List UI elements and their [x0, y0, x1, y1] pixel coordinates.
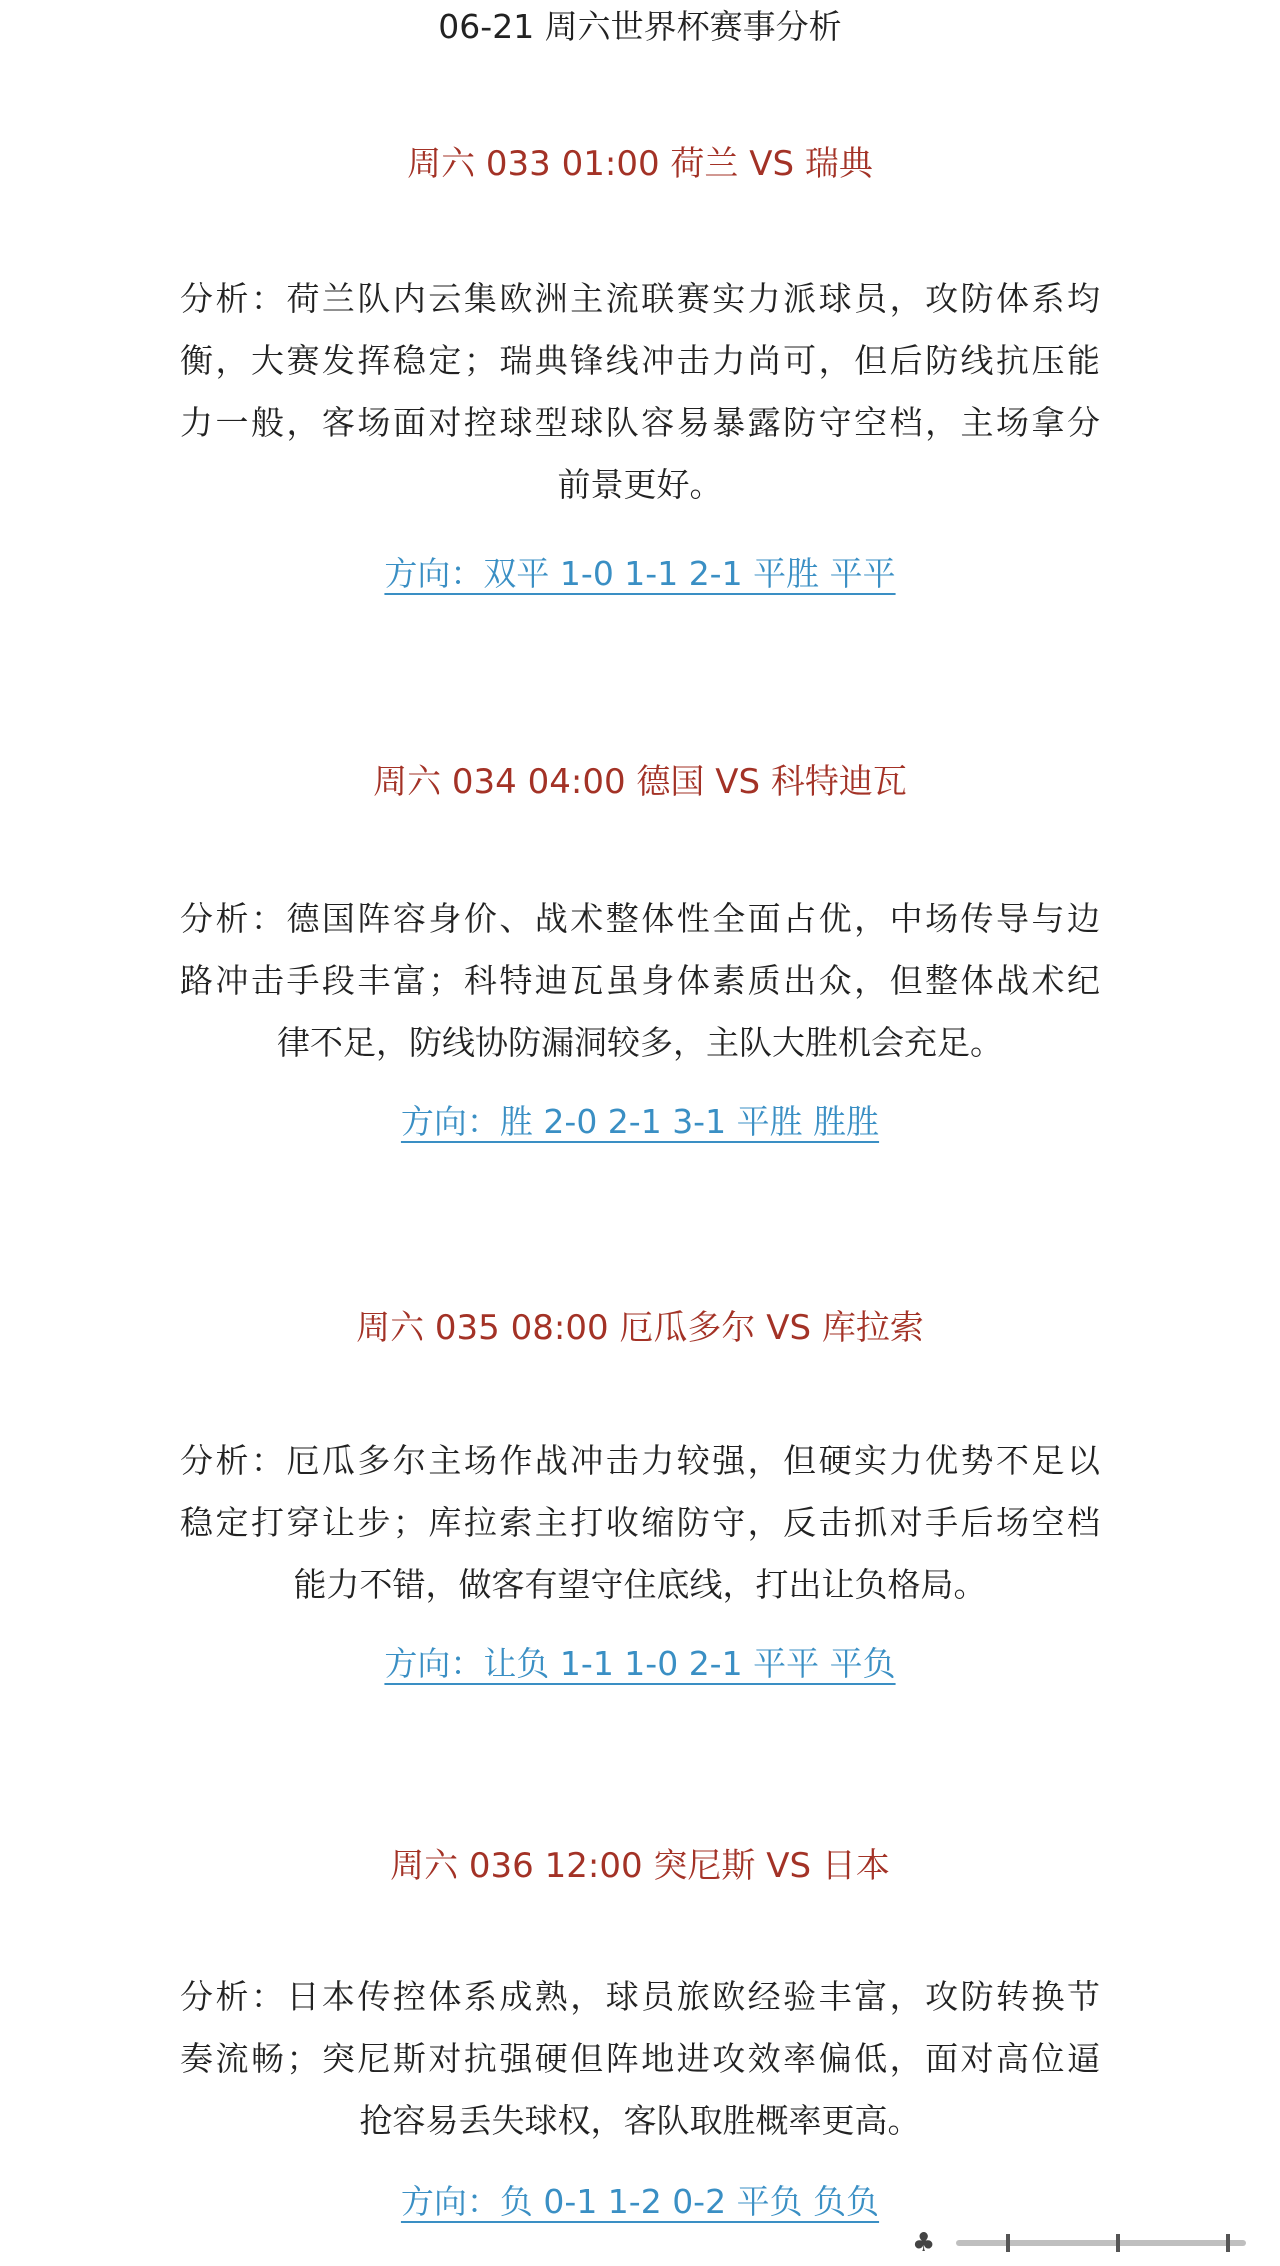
watermark-tick — [1006, 2234, 1010, 2252]
match-analysis — [180, 888, 1100, 1074]
watermark-logo-icon: ♣ — [912, 2228, 936, 2258]
direction-text[interactable]: 方向：双平 1-0 1-1 2-1 平胜 平平 — [384, 554, 896, 593]
direction-text[interactable]: 方向：负 0-1 1-2 0-2 平负 负负 — [400, 2182, 880, 2221]
match-header: 周六 033 01:00 荷兰 VS 瑞典 — [407, 144, 873, 184]
analysis-line: 稳定打穿让步；库拉索主打收缩防守，反击抓对手后场空档 — [180, 1503, 1100, 1542]
analysis-line: 奏流畅；突尼斯对抗强硬但阵地进攻效率偏低，面对高位逼 — [180, 2039, 1100, 2078]
match-direction-link[interactable] — [0, 1096, 1280, 1143]
analysis-line: 分析：德国阵容身价、战术整体性全面占优，中场传导与边 — [180, 899, 1100, 938]
analysis-line: 分析：日本传控体系成熟，球员旅欧经验丰富，攻防转换节 — [180, 1977, 1100, 2016]
analysis-line: 律不足，防线协防漏洞较多，主队大胜机会充足。 — [277, 1023, 1003, 1062]
match-analysis — [180, 268, 1100, 516]
direction-text[interactable]: 方向：让负 1-1 1-0 2-1 平平 平负 — [384, 1644, 896, 1683]
analysis-line: 路冲击手段丰富；科特迪瓦虽身体素质出众，但整体战术纪 — [180, 961, 1100, 1000]
watermark — [912, 2228, 1252, 2258]
watermark-tick — [1116, 2234, 1120, 2252]
match-analysis — [180, 1966, 1100, 2152]
analysis-line: 衡，大赛发挥稳定；瑞典锋线冲击力尚可，但后防线抗压能 — [180, 341, 1100, 380]
match-header: 周六 035 08:00 厄瓜多尔 VS 库拉索 — [356, 1308, 924, 1348]
watermark-bar — [956, 2240, 1246, 2246]
match-header: 周六 034 04:00 德国 VS 科特迪瓦 — [373, 762, 907, 802]
match-direction-link[interactable] — [0, 1638, 1280, 1685]
analysis-line: 抢容易丢失球权，客队取胜概率更高。 — [359, 2101, 921, 2140]
analysis-line: 分析：厄瓜多尔主场作战冲击力较强，但硬实力优势不足以 — [180, 1441, 1100, 1480]
analysis-line: 力一般，客场面对控球型球队容易暴露防守空档，主场拿分 — [180, 403, 1100, 442]
page-title: 06-21 周六世界杯赛事分析 — [438, 7, 842, 46]
analysis-line: 前景更好。 — [557, 465, 723, 504]
match-header: 周六 036 12:00 突尼斯 VS 日本 — [390, 1846, 890, 1886]
watermark-tick — [1226, 2234, 1230, 2252]
match-direction-link[interactable] — [0, 2176, 1280, 2223]
match-direction-link[interactable] — [0, 548, 1280, 595]
analysis-line: 能力不错，做客有望守住底线，打出让负格局。 — [293, 1565, 987, 1604]
match-analysis — [180, 1430, 1100, 1616]
direction-text[interactable]: 方向：胜 2-0 2-1 3-1 平胜 胜胜 — [400, 1102, 880, 1141]
analysis-line: 分析：荷兰队内云集欧洲主流联赛实力派球员，攻防体系均 — [180, 279, 1100, 318]
